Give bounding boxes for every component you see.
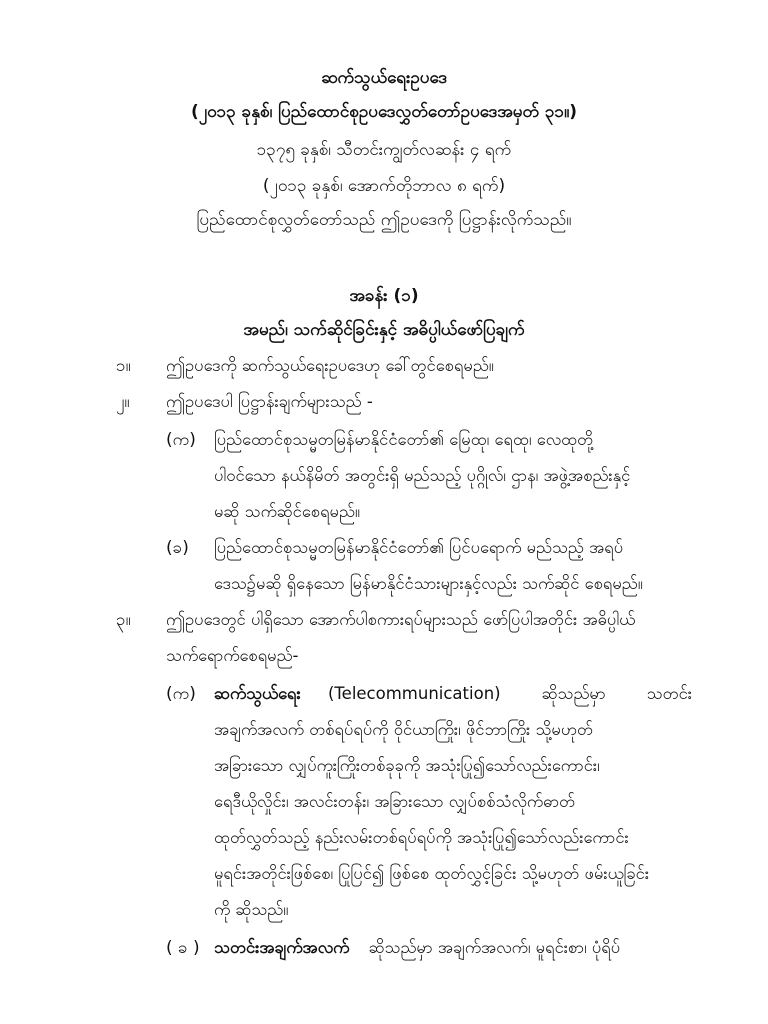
definition-line: မူရင်းအတိုင်းဖြစ်စေ၊ ပြုပြင်၍ ဖြစ်စေ ထုတ်လွှင့်ခြင်း သို့မဟုတ် ဖမ်းယူခြင်း <box>214 864 650 883</box>
definition-line: ထုတ်လွှတ်သည့် နည်းလမ်းတစ်ရပ်ရပ်ကို အသုံးပြု၍သော်လည်းကောင်း <box>214 828 629 847</box>
clause-label: (က) <box>166 684 196 704</box>
section-number: ၃။ <box>116 610 131 630</box>
date-western: (၂၀၁၃ ခုနှစ်၊ အောက်တိုဘာလ ၈ ရက်) <box>262 176 506 196</box>
defined-term: သတင်းအချက်အလက် <box>214 938 350 957</box>
clause-label: (ခ) <box>166 538 189 558</box>
chapter-title: အမည်၊ သက်ဆိုင်ခြင်းနှင့် အဓိပ္ပါယ်ဖော်ပြချက် <box>243 320 525 340</box>
definition-line: အချက်အလက် တစ်ရပ်ရပ်ကို ဝိုင်ယာကြိုး၊ ဖိုင်ဘာကြိုး သို့မဟုတ် <box>214 720 594 739</box>
definition-line: အခြားသော လျှပ်ကူးကြိုးတစ်ခုခုကို အသုံးပြု၍သော်လည်းကောင်း၊ <box>214 756 600 775</box>
definition-first-line: ဆက်သွယ်ရေး (Telecommunication) ဆိုသည်မှာ သတင်း <box>214 682 692 706</box>
definition-line: ကို ဆိုသည်။ <box>214 900 289 919</box>
date-myanmar: ၁၃၇၅ ခုနှစ်၊ သီတင်းကျွတ်လဆန်း ၄ ရက် <box>256 140 512 160</box>
clause-line: မဆို သက်ဆိုင်စေရမည်။ <box>214 502 360 521</box>
clause-line: ပါဝင်သော နယ်နိမိတ် အတွင်းရှိ မည်သည့် ပုဂ္ဂိုလ်၊ ဌာန၊ အဖွဲ့အစည်းနှင့် <box>214 466 631 485</box>
law-number: (၂၀၁၃ ခုနှစ်၊ ပြည်ထောင်စုဥပဒေလွှတ်တော်ဥပဒေအမှတ် ၃၁။) <box>190 102 578 122</box>
section-text: ဤဥပဒေတွင် ပါရှိသော အောက်ပါစကားရပ်များသည် ဖော်ပြပါအတိုင်း အဓိပ္ပါယ် <box>166 610 636 629</box>
section-number: ၁။ <box>116 356 131 376</box>
definition-word: သတင်း <box>646 684 692 703</box>
law-title: ဆက်သွယ်ရေးဥပဒေ <box>321 68 447 88</box>
section-text: ဤဥပဒေပါ ပြဋ္ဌာန်းချက်များသည် - <box>166 392 373 411</box>
definition-first-line <box>214 936 620 960</box>
defined-term: ဆက်သွယ်ရေး <box>214 684 301 703</box>
clause-line: ပြည်ထောင်စုသမ္မတမြန်မာနိုင်ငံတော်၏ ပြင်ပရောက် မည်သည့် အရပ် <box>214 538 624 557</box>
clause-line: ဒေသ၌မဆို ရှိနေသော မြန်မာနိုင်ငံသားများနှင့်လည်း သက်ဆိုင် စေရမည်။ <box>214 574 643 593</box>
chapter-number: အခန်း (၁) <box>349 286 419 306</box>
clause-label: (က) <box>166 430 196 450</box>
english-term: Telecommunication <box>334 684 495 703</box>
definition-line: ရေဒီယိုလှိုင်း၊ အလင်းတန်း၊ အခြားသော လျှပ်စစ်သံလိုက်ဓာတ် <box>214 792 576 811</box>
section-text: ဤဥပဒေကို ဆက်သွယ်ရေးဥပဒေဟု ခေါ်တွင်စေရမည်။ <box>166 356 494 375</box>
clause-label: ( ခ ) <box>166 938 200 958</box>
clause-line: ပြည်ထောင်စုသမ္မတမြန်မာနိုင်ငံတော်၏ မြေထု၊ ရေထု၊ လေထုတို့ <box>214 430 594 449</box>
definition-line: ဆိုသည်မှာ အချက်အလက်၊ မူရင်းစာ၊ ပုံရိပ် <box>368 938 621 957</box>
section-text: သက်ရောက်စေရမည်- <box>166 646 299 665</box>
section-number: ၂။ <box>116 392 130 412</box>
enactment-statement: ပြည်ထောင်စုလွှတ်တော်သည် ဤဥပဒေကို ပြဋ္ဌာန်းလိုက်သည်။ <box>196 210 572 230</box>
definition-connector: ဆိုသည်မှာ <box>541 684 606 703</box>
